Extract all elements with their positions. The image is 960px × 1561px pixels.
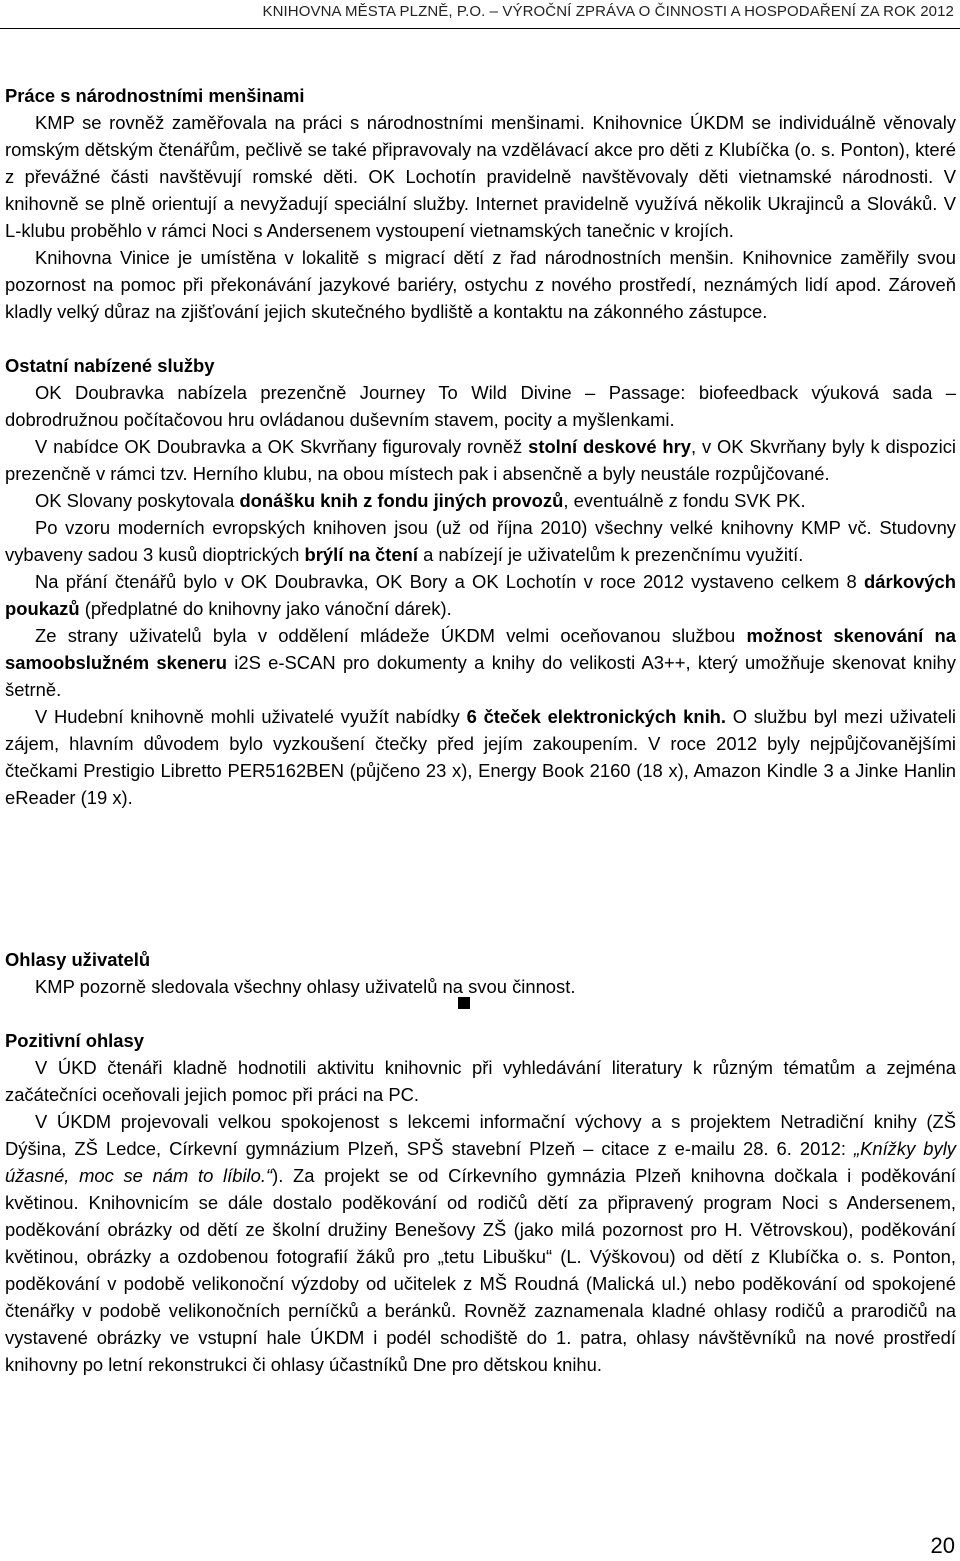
other-paragraph-5 — [5, 568, 956, 622]
section-heading-other-services: Ostatní nabízené služby — [5, 355, 215, 376]
text-run: Na přání čtenářů bylo v OK Doubravka, OK Bory a OK Lochotín v roce 2012 vystaveno celkem 8 — [35, 571, 864, 592]
email-quote: „Knížky byly úžasné, moc se nám to líbilo.“ — [5, 1138, 956, 1186]
emphasis: možnost skenování na samoobslužném skeneru — [5, 625, 957, 673]
text-run: , v OK Skvrňany byly k dispozici prezenčně v rámci tzv. Herního klubu, na obou místech pak i absenčně a byly neustále rozpůjčované. — [5, 436, 956, 484]
spacer — [5, 838, 956, 946]
positive-paragraph-1: V ÚKD čtenáři kladně hodnotili aktivitu knihovnic při vyhledávání literatury k různým tématům a zejména začátečníci oceňovali jejich pomoc při práci na PC. — [5, 1057, 956, 1105]
section-heading-minorities: Práce s národnostními menšinami — [5, 85, 305, 106]
section-heading-feedback: Ohlasy uživatelů — [5, 949, 151, 970]
other-paragraph-7 — [5, 703, 956, 811]
other-paragraph-3 — [5, 487, 956, 514]
text-run: V ÚKDM projevovali velkou spokojenost s lekcemi informační výchovy a s projektem Netradiční knihy (ZŠ Dýšina, ZŠ Ledce, Církevní gymnázium Plzeň, SPŠ stavební Plzeň – citace z e-mailu 28. 6. 2012: — [5, 1111, 956, 1159]
minorities-paragraph-2: Knihovna Vinice je umístěna v lokalitě s migrací dětí z řad národnostních menšin. Knihovnice zaměřily svou pozornost na pomoc při překonávání jazykové bariéry, ostychu z nového prostředí, neznámých lidí apod. Zároveň kladly velký důraz na zjišťování jejich skutečného bydliště a kontaktu na zákonného zástupce. — [5, 247, 956, 322]
emphasis: stolní deskové hry — [528, 436, 692, 457]
section-separator-square — [458, 997, 470, 1009]
other-paragraph-1: OK Doubravka nabízela prezenčně Journey To Wild Divine – Passage: biofeedback výuková sada – dobrodružnou počítačovou hru ovládanou duševním stavem, pocity a myšlenkami. — [5, 382, 956, 430]
text-run: V nabídce OK Doubravka a OK Skvrňany figurovaly rovněž — [35, 436, 529, 457]
text-run: Ze strany uživatelů byla v oddělení mládeže ÚKDM velmi oceňovanou službou — [35, 625, 747, 646]
page-number: 20 — [930, 1533, 955, 1558]
running-header: KNIHOVNA MĚSTA PLZNĚ, P.O. – VÝROČNÍ ZPRÁVA O ČINNOSTI A HOSPODAŘENÍ ZA ROK 2012 — [262, 3, 954, 20]
positive-paragraph-2 — [5, 1108, 956, 1378]
text-run: O službu byl mezi uživateli zájem, hlavním důvodem bylo vyzkoušení čtečky před jejím zakoupením. V roce 2012 byly nejpůjčovanějšími čtečkami Prestigio Libretto PER5162BEN (půjčeno 23 x), Energy Book 2160 (18 x), Amazon Kindle 3 a Jinke Hanlin eReader (19 x). — [5, 706, 956, 808]
other-paragraph-4 — [5, 514, 956, 568]
emphasis: dárkových poukazů — [5, 571, 956, 619]
text-run: i2S e-SCAN pro dokumenty a knihy do velikosti A3++, který umožňuje skenovat knihy šetrně. — [5, 652, 956, 700]
section-other-services — [5, 352, 956, 811]
section-feedback — [5, 946, 956, 1000]
minorities-paragraph-1: KMP se rovněž zaměřovala na práci s národnostními menšinami. Knihovnice ÚKDM se individuálně věnovaly romským dětským čtenářům, pečlivě se také připravovaly na vzdělávací akce pro děti z Klubíčka (o. s. Ponton), které z převážné části navštěvují romské děti. OK Lochotín pravidelně navštěvovaly děti vietnamské národnosti. V knihovně se plně orientují a nevyžadují speciální služby. Internet pravidelně využívá několik Ukrajinců a Slováků. V L-klubu proběhlo v rámci Noci s Andersenem vystoupení vietnamských tanečnic v krojích. — [5, 112, 956, 241]
text-run: ). Za projekt se od Církevního gymnázia Plzeň knihovna dočkala i poděkování květinou. Knihovnicím se dále dostalo poděkování od rodičů dětí za připravený program Noci s Andersenem, poděkování obrázky od dětí ze školní družiny Benešovy ZŠ (jako milá pozornost pro H. Větrovskou), poděkování květinou, obrázky a ozdobenou fotografií žáků pro „tetu Libušku“ (L. Výškovou) od dětí z Klubíčka o. s. Ponton, poděkování v podobě velikonoční výzdoby od učitelek z MŠ Roudná (Malická ul.) nebo poděkování od spokojené čtenářky v podobě velikonočních perníčků a beránků. Rovněž zaznamenala kladné ohlasy rodičů a prarodičů na vystavené obrázky ve vstupní hale ÚKDM i podél schodiště do 1. patra, ohlasy návštěvníků na nové prostředí knihovny po letní rekonstrukci či ohlasy účastníků Dne pro dětskou knihu. — [5, 1165, 956, 1375]
text-run: V Hudební knihovně mohli uživatelé využít nabídky — [35, 706, 467, 727]
text-run: Po vzoru moderních evropských knihoven jsou (už od října 2010) všechny velké knihovny KMP vč. Studovny vybaveny sadou 3 kusů dioptrických — [5, 517, 956, 565]
text-run: , eventuálně z fondu SVK PK. — [563, 490, 806, 511]
section-heading-positive-feedback: Pozitivní ohlasy — [5, 1030, 144, 1051]
other-paragraph-6 — [5, 622, 956, 703]
text-run: (předplatné do knihovny jako vánoční dárek). — [79, 598, 452, 619]
emphasis: donášku knih z fondu jiných provozů — [239, 490, 564, 511]
feedback-paragraph-1: KMP pozorně sledovala všechny ohlasy uživatelů na svou činnost. — [35, 976, 576, 997]
text-run: a nabízejí je uživatelům k prezenčnímu využití. — [417, 544, 804, 565]
text-run: OK Slovany poskytovala — [35, 490, 240, 511]
emphasis: brýlí na čtení — [304, 544, 418, 565]
other-paragraph-2 — [5, 433, 956, 487]
header-rule — [0, 28, 960, 29]
section-positive-feedback — [5, 1027, 956, 1378]
section-minorities — [5, 82, 956, 325]
emphasis: 6 čteček elektronických knih. — [466, 706, 727, 727]
page-content — [5, 82, 956, 1405]
